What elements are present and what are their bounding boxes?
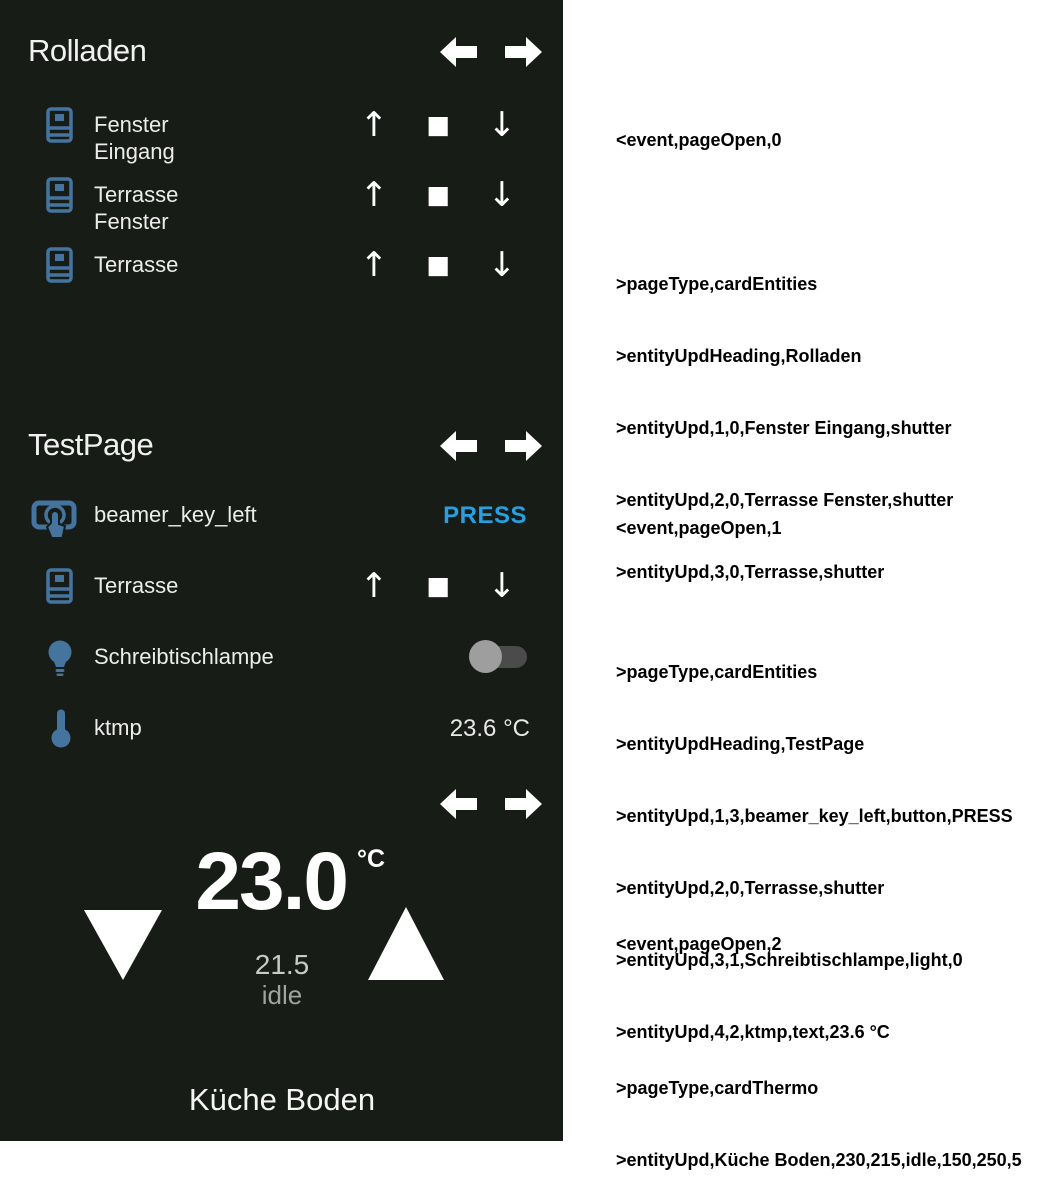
log-line: >entityUpd,1,0,Fenster Eingang,shutter bbox=[616, 418, 952, 438]
log-line: <event,pageOpen,1 bbox=[616, 518, 782, 538]
window-shutter-icon bbox=[46, 568, 73, 604]
log-line bbox=[616, 1004, 1022, 1028]
log-line: >pageType,cardEntities bbox=[616, 274, 818, 294]
thermostat-state: idle bbox=[261, 980, 303, 1010]
entity-label: Fenster Eingang bbox=[94, 112, 175, 164]
shutter-up-button[interactable]: ↑ bbox=[359, 105, 389, 145]
press-button[interactable]: PRESS bbox=[443, 502, 527, 529]
log-line: >pageType,cardEntities bbox=[616, 662, 818, 682]
prev-page-arrow-icon[interactable] bbox=[440, 36, 477, 68]
prev-page-arrow-icon[interactable] bbox=[440, 430, 477, 462]
log-line bbox=[616, 588, 1013, 612]
entity-label: Terrasse bbox=[94, 252, 179, 277]
window-shutter-icon bbox=[46, 177, 73, 213]
log-line: >entityUpd,2,0,Terrasse,shutter bbox=[616, 878, 885, 898]
page-title-rolladen: Rolladen bbox=[28, 33, 147, 68]
light-toggle-switch[interactable] bbox=[469, 640, 527, 674]
log-line: >entityUpd,1,3,beamer_key_left,button,PRESS bbox=[616, 806, 1013, 826]
entity-label: Terrasse bbox=[94, 573, 179, 598]
shutter-up-button[interactable]: ↑ bbox=[359, 566, 389, 606]
next-page-arrow-icon[interactable] bbox=[505, 430, 542, 462]
shutter-up-button[interactable]: ↑ bbox=[359, 175, 389, 215]
prev-page-arrow-icon[interactable] bbox=[440, 788, 477, 820]
shutter-down-button[interactable]: ↓ bbox=[487, 105, 517, 145]
entity-label: Terrasse Fenster bbox=[94, 182, 179, 234]
shutter-stop-button[interactable]: ■ bbox=[426, 180, 450, 209]
toggle-knob bbox=[469, 640, 502, 673]
log-line: >pageType,cardThermo bbox=[616, 1078, 819, 1098]
entity-label: beamer_key_left bbox=[94, 502, 257, 527]
lightbulb-icon bbox=[45, 639, 75, 677]
shutter-up-button[interactable]: ↑ bbox=[359, 245, 389, 285]
log-line: <event,pageOpen,2 bbox=[616, 934, 782, 954]
log-line: >entityUpd,3,0,Terrasse,shutter bbox=[616, 562, 885, 582]
log-line: >entityUpdHeading,Rolladen bbox=[616, 346, 862, 366]
next-page-arrow-icon[interactable] bbox=[505, 788, 542, 820]
entity-label: Schreibtischlampe bbox=[94, 644, 274, 669]
log-line: >entityUpdHeading,TestPage bbox=[616, 734, 865, 754]
log-line: >entityUpd,4,2,ktmp,text,23.6 °C bbox=[616, 1022, 890, 1042]
window-shutter-icon bbox=[46, 247, 73, 283]
shutter-stop-button[interactable]: ■ bbox=[426, 250, 450, 279]
log-line: <event,pageOpen,0 bbox=[616, 130, 782, 150]
thermostat-name: Küche Boden bbox=[188, 1082, 376, 1117]
log-line: >entityUpd,2,0,Terrasse Fenster,shutter bbox=[616, 490, 954, 510]
temperature-unit: °C bbox=[357, 845, 386, 873]
page-title-testpage: TestPage bbox=[28, 427, 154, 462]
target-temperature: 21.5 bbox=[254, 949, 310, 980]
shutter-stop-button[interactable]: ■ bbox=[426, 110, 450, 139]
log-line bbox=[616, 200, 953, 224]
thermometer-icon bbox=[50, 708, 72, 748]
shutter-down-button[interactable]: ↓ bbox=[487, 245, 517, 285]
gesture-tap-button-icon bbox=[31, 496, 77, 538]
next-page-arrow-icon[interactable] bbox=[505, 36, 542, 68]
entity-label: ktmp bbox=[94, 715, 142, 740]
window-shutter-icon bbox=[46, 107, 73, 143]
shutter-down-button[interactable]: ↓ bbox=[487, 566, 517, 606]
log-line: >entityUpd,3,1,Schreibtischlampe,light,0 bbox=[616, 950, 963, 970]
log-line: >entityUpd,Küche Boden,230,215,idle,150,250,5 bbox=[616, 1150, 1022, 1170]
current-temperature: 23.0 bbox=[195, 836, 347, 927]
shutter-stop-button[interactable]: ■ bbox=[426, 571, 450, 600]
temperature-value: 23.6 °C bbox=[449, 715, 530, 742]
shutter-down-button[interactable]: ↓ bbox=[487, 175, 517, 215]
log-block-page2 bbox=[616, 884, 1022, 1196]
